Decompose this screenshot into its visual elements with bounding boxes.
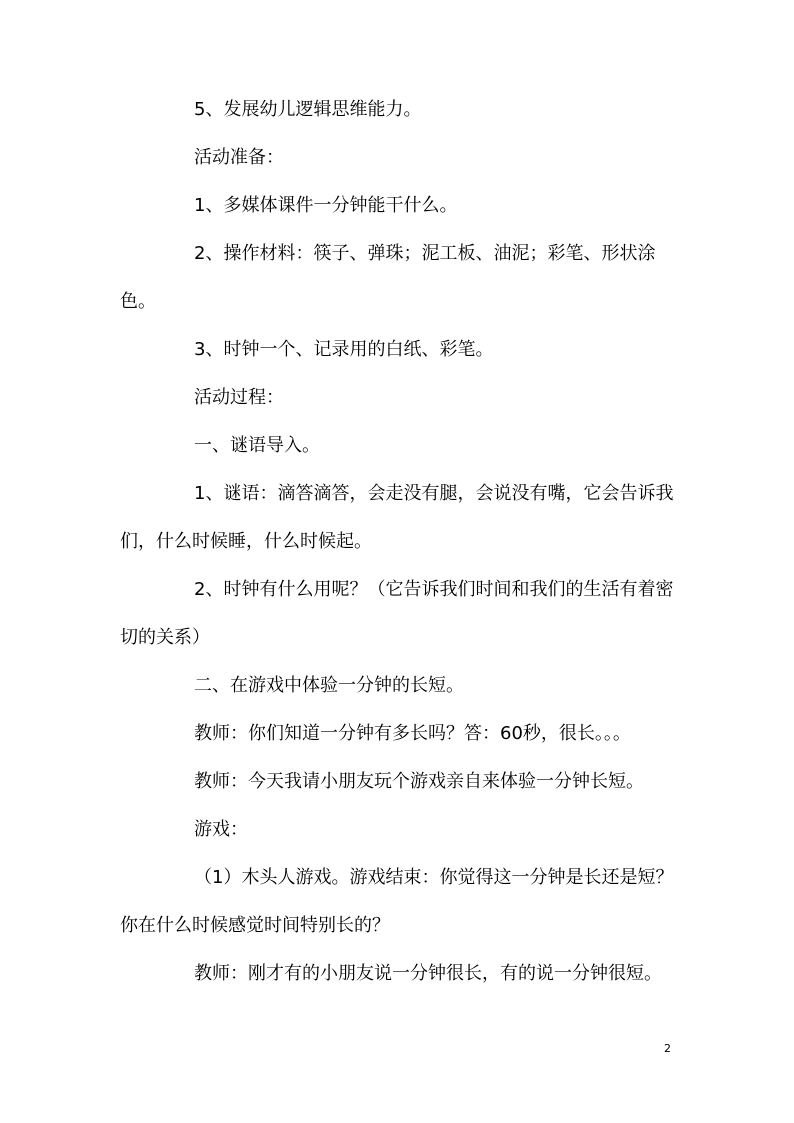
heading-process: 活动过程： bbox=[194, 387, 284, 408]
section-one-title: 一、谜语导入。 bbox=[194, 435, 320, 456]
paragraph-prep-3: 3、时钟一个、记录用的白纸、彩笔。 bbox=[194, 339, 494, 360]
heading-preparation: 活动准备： bbox=[194, 147, 284, 168]
paragraph-riddle: 1、谜语：滴答滴答，会走没有腿，会说没有嘴，它会告诉我们，什么时候睡，什么时候起。 bbox=[120, 483, 674, 552]
heading-game: 游戏： bbox=[194, 819, 248, 840]
paragraph-clock-use: 2、时钟有什么用呢？（它告诉我们时间和我们的生活有着密切的关系） bbox=[120, 579, 674, 648]
paragraph-teacher-question: 教师：你们知道一分钟有多长吗？答：60秒，很长。。。 bbox=[194, 723, 631, 744]
paragraph-wooden-man-game: （1）木头人游戏。游戏结束：你觉得这一分钟是长还是短？你在什么时候感觉时间特别长的？ bbox=[120, 867, 674, 936]
paragraph-teacher-summary: 教师：刚才有的小朋友说一分钟很长，有的说一分钟很短。 bbox=[194, 963, 662, 984]
paragraph-goal-5: 5、发展幼儿逻辑思维能力。 bbox=[194, 99, 422, 120]
page-number: 2 bbox=[664, 1042, 671, 1055]
paragraph-prep-1: 1、多媒体课件一分钟能干什么。 bbox=[194, 195, 458, 216]
paragraph-prep-2: 2、操作材料：筷子、弹珠；泥工板、油泥；彩笔、形状涂色。 bbox=[120, 243, 656, 312]
section-two-title: 二、在游戏中体验一分钟的长短。 bbox=[194, 675, 464, 696]
paragraph-teacher-game: 教师：今天我请小朋友玩个游戏亲自来体验一分钟长短。 bbox=[194, 771, 644, 792]
